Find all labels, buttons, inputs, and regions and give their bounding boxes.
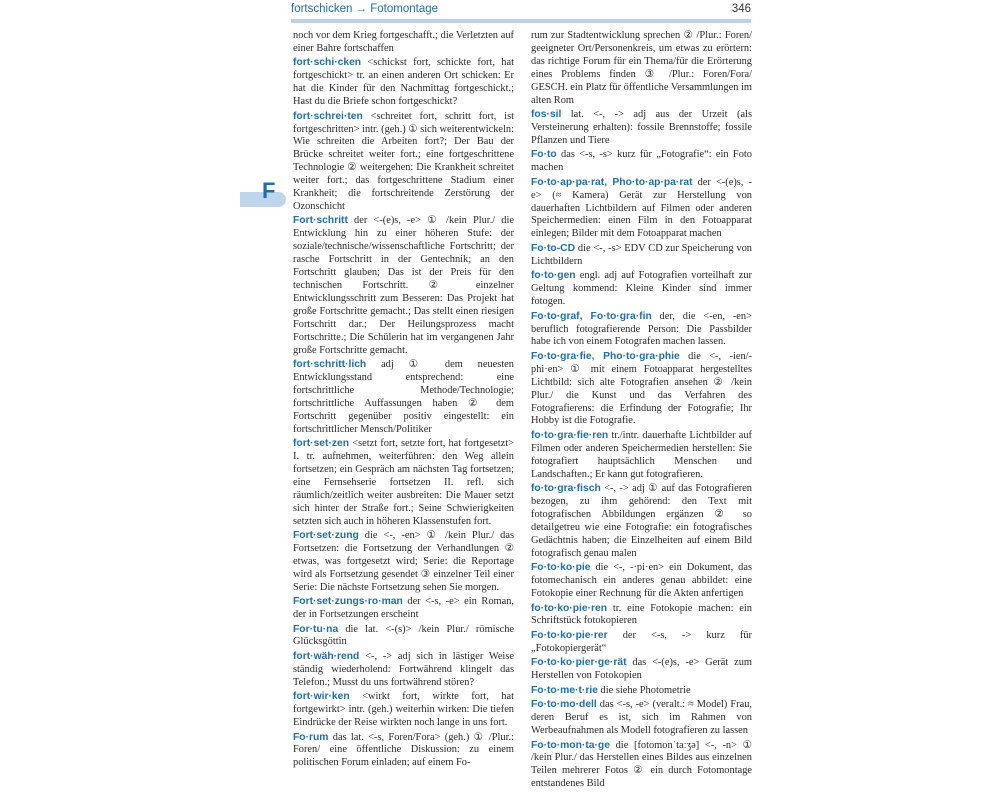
- entry-headword: Fo·to-CD: [531, 242, 576, 254]
- dictionary-entry: [531, 109, 752, 148]
- entry-definition: die <-, -·pi·en> ein Dokument, das fotomechanisch ein anderes genau abbildet: eine Fotokopie einer Rechnung für die Akten anfertigen: [531, 562, 752, 599]
- dictionary-entry: [293, 57, 514, 109]
- dictionary-entry: [531, 351, 752, 428]
- dictionary-entry: [531, 430, 752, 482]
- dictionary-entry: [531, 685, 752, 698]
- dictionary-entry: [531, 603, 752, 629]
- entry-headword: Fort·set·zungs·ro·man: [293, 596, 403, 608]
- page-number: 346: [731, 3, 751, 15]
- entry-headword: Fo·to·ap·pa·rat, Pho·to·ap·pa·rat: [531, 176, 693, 188]
- entry-headword: fo·to·gra·fisch: [531, 483, 601, 495]
- dictionary-entry: [293, 30, 514, 56]
- entry-definition: tr. eine Fotokopie machen: ein Schriftstück fotokopieren: [531, 602, 752, 627]
- dictionary-entry: [531, 311, 752, 350]
- entry-definition: der, die <-en, -en> beruflich fotografierende Person: Die Passbilder habe ich von einem Fotografen machen lassen.: [531, 310, 752, 348]
- entry-definition: rum zur Stadtentwicklung sprechen ② /Plur.: Foren/ geeigneter Ort/Personenkreis, um etwas zu erörtern: das richtige Forum für ein Thema/für die Erörterung eines Problems finden ③ /Plur.: Foren/Fora/ GESCH. ein Platz für öffentliche Versammlungen im alten Rom: [531, 30, 752, 106]
- entry-definition: das <-s, -s> kurz für „Fotografie“: ein Foto machen: [531, 149, 752, 174]
- dictionary-entry: [531, 657, 752, 683]
- entry-headword: fort·wäh·rend: [293, 650, 360, 662]
- entry-definition: <setzt fort, setzte fort, hat fortgesetzt> I. tr. aufnehmen, weiterführen: den Weg allein fortsetzen; ein Gespräch am nächsten Tag fortsetzen; eine Fernsehserie fortsetzen II. refl. sich räumlich/zeitlich weiter ausbreiten: Die Mauer setzt sich hinter der Straße fort.; Seine Schwierigkeiten setzten sich auch in höheren Klassenstufen fort.: [293, 438, 514, 527]
- dictionary-entry: [293, 691, 514, 730]
- entry-definition: die <-, -s> EDV CD zur Speicherung von Lichtbildern: [531, 242, 752, 267]
- entry-definition: der <-s, -> kurz für „Fotokopiergerät“: [531, 629, 752, 654]
- dictionary-entry: [293, 359, 514, 436]
- entry-headword: Fo·to·mo·dell: [531, 699, 597, 711]
- entry-headword: fort·schi·cken: [293, 57, 362, 69]
- entry-headword: Fort·schritt: [293, 215, 348, 227]
- entry-headword: fo·to·gen: [531, 270, 576, 282]
- entry-headword: Fo·to: [531, 149, 557, 161]
- entry-definition: die <-, -en> ① /kein Plur./ das Fortsetzen: die Fortsetzung der Verhandlungen ② etwas, was fortgesetzt wird; Serie: die Reportage wird als Fortsetzung gesendet ③ einzelner Teil einer Serie: Die nächste Fortsetzung sehen Sie morgen.: [293, 530, 515, 593]
- entry-definition: das <-s, -e> (veralt.: ≈ Model) Frau, deren Beruf es ist, sich im Rahmen von Werbeaufnahmen als Modell fotografieren zu lassen: [531, 699, 752, 737]
- dictionary-entry: [531, 149, 752, 175]
- entry-definition: die siehe Photometrie: [600, 684, 691, 696]
- entry-definition: die <-, -ien/-phi·en> ① mit einem Fotoapparat hergestelltes Lichtbild: sich alte Fotografien ansehen ② /kein Plur./ die Kunst und das Verfahren des Fotografierens: die Erfindung der Fotografie; Ihr Hobby ist die Fotografie.: [531, 350, 752, 427]
- dictionary-entry: [293, 438, 514, 528]
- header-rule: [291, 19, 751, 23]
- entry-headword: Fo·to·mon·ta·ge: [531, 739, 610, 751]
- entry-definition: <-, -> adj sich in lästiger Weise ständig wiederholend: Fortwährend klingelt das Telefon.; Musst du uns fortwährend stören?: [293, 650, 514, 688]
- dictionary-entry: [531, 30, 752, 107]
- entry-headword: Fort·set·zung: [293, 530, 359, 541]
- entry-definition: engl. adj auf Fotografien vorteilhaft zur Geltung kommend: Kleine Kinder sind immer fotogen.: [531, 270, 752, 308]
- entry-headword: fort·set·zen: [293, 438, 350, 450]
- entry-headword: For·tu·na: [293, 623, 339, 635]
- entry-headword: Fo·to·graf, Fo·to·gra·fin: [531, 310, 652, 322]
- entry-headword: Fo·to·ko·pie·rer: [531, 629, 608, 641]
- right-column: [531, 30, 752, 793]
- entry-headword: fort·wir·ken: [293, 691, 350, 703]
- dictionary-entry: [531, 562, 752, 601]
- entry-definition: der <-(e)s, -e> (≈ Kamera) Gerät zur Herstellung von dauerhaften Lichtbildern auf Filmen oder anderen Speichermedien: einen Film in den Fotoapparat einlegen; Bilder mit dem Fotoapparat machen: [531, 176, 752, 240]
- dictionary-entry: [531, 243, 752, 269]
- running-header: [291, 2, 751, 18]
- dictionary-entry: [293, 596, 514, 622]
- dictionary-entry: [531, 630, 752, 656]
- entry-definition: das <-(e)s, -e> Gerät zum Herstellen von Fotokopien: [531, 657, 752, 682]
- entry-definition: <schickst fort, schickte fort, hat fortgeschickt> tr. an einen anderen Ort schicken: Er hat die Kinder für den Nachmittag fortgeschickt.; Hast du die Briefe schon fortgeschickt?: [293, 57, 514, 108]
- dictionary-entry: [293, 732, 514, 771]
- dictionary-entry: [531, 270, 752, 309]
- entry-definition: noch vor dem Krieg fortgeschafft.; die Verletzten auf einer Bahre fortschaffen: [293, 30, 514, 54]
- dictionary-entry: [531, 483, 752, 560]
- entry-headword: fo·to·gra·fie·ren: [531, 429, 609, 441]
- dictionary-entry: [531, 699, 752, 738]
- entry-headword: fort·schrei·ten: [293, 110, 363, 122]
- running-header-range: fortschicken → Fotomontage: [291, 3, 439, 15]
- entry-definition: die [fotomonˈtaːʒə] <-, -n> ① /kein Plur./ das Herstellen eines Bildes aus einzelnen Teilen mehrerer Fotos ② ein durch Fotomontage entstandenes Bild: [531, 739, 752, 790]
- entry-definition: tr./intr. dauerhafte Lichtbilder auf Filmen oder anderen Speichermedien herstellen: Sie fotografiert hauptsächlich Menschen und Landschaften.; Er kann gut fotografieren.: [531, 429, 752, 480]
- dictionary-entry: [293, 111, 514, 214]
- entry-definition: <wirkt fort, wirkte fort, hat fortgewirkt> intr. (geh.) weiterhin wirken: Die tiefen Eindrücke der Reise wirkten noch lange in uns fort.: [293, 691, 515, 729]
- entry-definition: das lat. <-s, Foren/Fora> (geh.) ① /Plur.: Foren/ eine öffentliche Diskussion: zu einem politischen Forum einladen; auf einem Fo-: [293, 731, 514, 769]
- entry-headword: Fo·to·ko·pie: [531, 562, 591, 574]
- entry-definition: adj ① dem neuesten Entwicklungsstand entsprechend: eine fortschrittliche Methode/Technologie; fortschrittliche Auffassungen haben ② dem Fortschritt gegenüber positiv eingestellt: ein fortschrittlicher Mensch/Politiker: [293, 359, 514, 435]
- dictionary-entry: [531, 740, 752, 792]
- entry-headword: Fo·to·me·t·rie: [531, 684, 598, 696]
- entry-definition: der <-(e)s, -e> ① /kein Plur./ die Entwicklung hin zu einer höheren Stufe: der soziale/technische/wissenschaftliche Fortschritt; der rasche Fortschritt in der Gentechnik; an den Fortschritt glauben; Das ist der Preis für den technischen Fortschritt. ② einzelner Entwicklungsschritt zum Besseren: Das Projekt hat große Fortschritte gemacht.; Das stellt einen riesigen Fortschritt dar.; Der Heilungsprozess macht Fortschritte.; Die Schülerin hat im vergangenen Jahr große Fortschritte gemacht.: [293, 215, 514, 356]
- dictionary-entry: [531, 177, 752, 242]
- entry-headword: fos·sil: [531, 109, 562, 121]
- left-column: [293, 30, 514, 772]
- entry-headword: Fo·rum: [293, 731, 329, 743]
- dictionary-entry: [293, 651, 514, 690]
- dictionary-entry: [293, 215, 514, 357]
- entry-definition: <-, -> adj ① auf das Fotografieren bezogen, zu ihm gehörend: den Text mit fotografischen Abbildungen ergänzen ② so detailgetreu wie eine Fotografie: ein fotografisches Gedächtnis haben; die Einzelheiten auf einem Bild fotografisch genau malen: [531, 483, 752, 559]
- entry-headword: fo·to·ko·pie·ren: [531, 602, 608, 614]
- entry-headword: Fo·to·gra·fie, Pho·to·gra·phie: [531, 350, 680, 362]
- dictionary-entry: [293, 530, 514, 595]
- entry-headword: Fo·to·ko·pier·ge·rät: [531, 657, 627, 669]
- entry-definition: <schreitet fort, schritt fort, ist fortgeschritten> intr. (geh.) ① sich weiterentwickeln: Wie schreiten die Arbeiten fort?; Der Bau der Brücke schreitet weiter fort.; eine fortgeschrittene Technologie ② weitergehen: Die Krankheit schreitet weiter fort.; das fortgeschrittene Stadium einer Krankheit; die fortschreitende Zerstörung der Ozonschicht: [293, 110, 515, 212]
- entry-headword: fort·schritt·lich: [293, 359, 367, 371]
- entry-definition: die lat. <-(s)> /kein Plur./ römische Glücksgöttin: [293, 623, 514, 648]
- entry-definition: der <-s, -e> ein Roman, der in Fortsetzungen erscheint: [293, 596, 514, 621]
- thumb-index-letter: F: [262, 178, 276, 203]
- entry-definition: lat. <-, -> adj aus der Urzeit (als Versteinerung erhalten): fossile Brennstoffe; fossile Pflanzen und Tiere: [531, 109, 752, 146]
- dictionary-entry: [293, 624, 514, 650]
